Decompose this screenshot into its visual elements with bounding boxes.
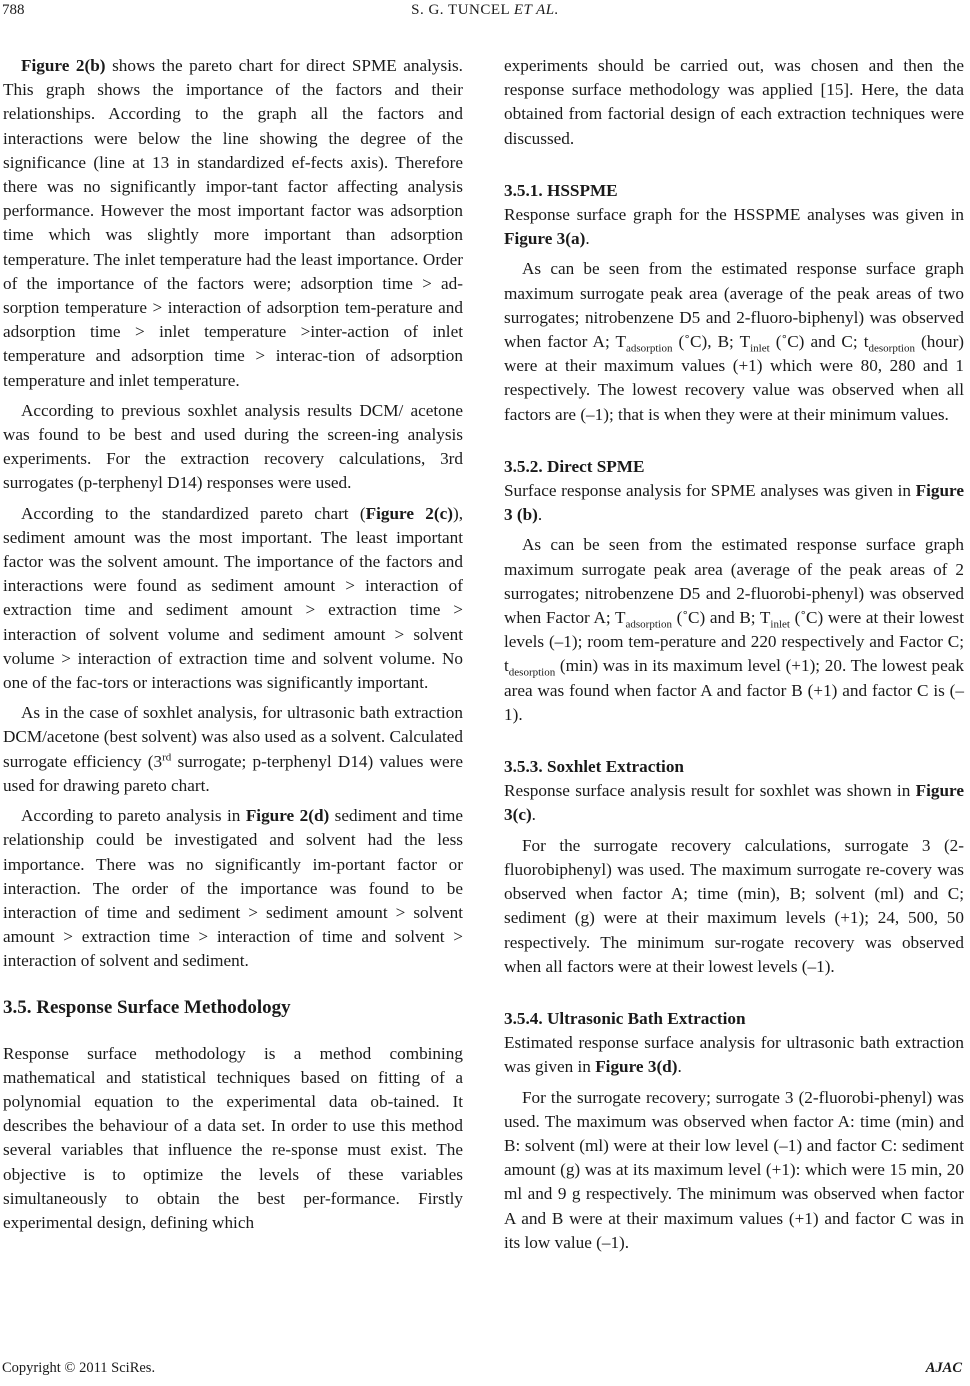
- paragraph: According to previous soxhlet analysis results DCM/ acetone was found to be best and used during the screen-ing analysis experiments. For the extraction recovery calculations, 3rd surrogates (p-terphenyl D14) responses were used.: [3, 400, 463, 493]
- paragraph: As can be seen from the estimated response surface graph maximum surrogate peak area (average of the peak areas of two surrogates; nitrobenzene D5 and 2-fluoro-biphenyl) was observed when factor A; $T_{adsorption}$ (˚C), B; $T_{inlet}$ (˚C) and C; $t_{desorption}$ (hour) were at their maximum values (+1) which were 80, 280 and 1 respectively. The lowest recovery value was observed when all factors are (–1); that is when they were at their minimum values.: [504, 259, 965, 424]
- running-head: [0, 2, 970, 19]
- paragraph: Response surface analysis result for soxhlet was shown in Figure 3(c).: [504, 781, 964, 825]
- figure-ref[interactable]: Figure 3(a): [504, 229, 586, 249]
- subsection-heading-ultrasonic: 3.5.4. Ultrasonic Bath Extraction: [504, 1008, 746, 1028]
- figure-ref[interactable]: Figure 2(d): [245, 806, 330, 826]
- page-footer: [0, 1360, 970, 1384]
- paragraph: According to pareto analysis in Figure 2(d) sediment and time relationship could be investigated and solvent had the less importance. There was no significantly im-portant factor or interaction. The order of the importance was found to be interaction of time and sediment > sediment amount > solvent amount > extraction time > interaction of time and solvent > interaction of solvent and sediment.: [3, 806, 463, 971]
- subsection-heading-soxhlet: 3.5.3. Soxhlet Extraction: [504, 757, 684, 777]
- paragraph: Estimated response surface analysis for ultrasonic bath extraction was given in Figure 3(d).: [504, 1033, 964, 1077]
- paragraph: As can be seen from the estimated response surface graph maximum surrogate peak area (average of the peak areas of 2 surrogates; nitrobenzene D5 and 2-fluorobi-phenyl) was observed when Factor A; $T_{adsorption}$ (˚C) and B; $T_{inlet}$ (˚C) were at their lowest levels (–1); room tem-perature and 220 respectively and Factor C; $t_{desorption}$ (min) was in its maximum level (+1); 20. The lowest peak area was found when factor A and factor B (+1) and factor C is (–1).: [504, 535, 964, 724]
- paragraph: For the surrogate recovery; surrogate 3 (2-fluorobi-phenyl) was used. The maximum was observed when factor A: time (min) and B: solvent (ml) were at their low level (–1) and factor C: sediment amount (g) was at its maximum level (+1): which were 15 min, 20 ml and 9 g respectively. The minimum was observed when factor A and B were at their maximum values (+1) and factor C was in its low value (–1).: [504, 1087, 964, 1252]
- page-header: [0, 0, 970, 40]
- paragraph: For the surrogate recovery calculations, surrogate 3 (2-fluorobiphenyl) was used. The maximum surrogate re-covery was observed when factor A; time (min), B; solvent (ml) and C; sediment (g) were at their maximum levels (+1); 24, 500, 50 respectively. The minimum sur-rogate recovery was observed when all factors were at their lowest levels (–1).: [504, 835, 964, 976]
- paragraph: According to the standardized pareto chart (Figure 2(c)), sediment amount was the most important. The least important factor was the solvent amount. The importance of the factors and interactions were found as sediment amount > interaction of extraction time and sediment amount > extraction time > interaction of solvent volume and sediment amount > solvent volume > interaction of extraction time and solvent volume. No one of the fac-tors or interactions was significantly important.: [3, 503, 464, 693]
- figure-ref[interactable]: Figure 3(d): [595, 1057, 678, 1077]
- left-column: [3, 54, 463, 1235]
- right-column: [504, 54, 964, 1255]
- paragraph: experiments should be carried out, was chosen and then the response surface methodology was applied [15]. Here, the data obtained from factorial design of each extraction techniques were discussed.: [504, 56, 964, 148]
- paragraph: Figure 2(b) shows the pareto chart for direct SPME analysis. This graph shows the importance of the factors and their relationships. According to the graph all the factors and interactions were below the line showing the degree of the significance (line at 13 in standardized ef-fects axis). Therefore there was no significantly impor-tant factor affecting analysis performance. However the most important factor was adsorption time which was slightly more important than adsorption temperature. The inlet temperature had the least importance. Order of the importance of the factors were; adsorption time > ad-sorption temperature > interaction of adsorption tem-perature and adsorption time > inlet temperature >inter-action of inlet temperature and adsorption time > interac-tion of adsorption temperature and inlet temperature.: [3, 56, 463, 390]
- figure-ref[interactable]: Figure 3(c): [504, 781, 964, 825]
- subsection-heading-hsspme: 3.5.1. HSSPME: [504, 180, 618, 200]
- paragraph: Surface response analysis for SPME analyses was given in Figure 3 (b).: [504, 481, 964, 525]
- paragraph: Response surface methodology is a method combining mathematical and statistical techniques based on fitting of a polynomial equation to the experimental data ob-tained. It describes the behaviour of a data set. In order to use this method several variables that influence the re-sponse must exist. The objective is to optimize the levels of these variables simultaneously to obtain the best per-formance. Firstly experimental design, defining which: [3, 1043, 463, 1232]
- copyright-notice: Copyright © 2011 SciRes.: [2, 1360, 156, 1376]
- section-heading: 3.5. Response Surface Methodology: [3, 996, 291, 1018]
- figure-ref[interactable]: Figure 2(c): [365, 503, 453, 523]
- journal-abbrev: AJAC: [925, 1360, 962, 1376]
- subsection-heading-direct-spme: 3.5.2. Direct SPME: [504, 456, 645, 476]
- figure-ref[interactable]: Figure 2(b): [21, 56, 106, 75]
- paragraph: Response surface graph for the HSSPME analyses was given in Figure 3(a).: [504, 205, 964, 249]
- paragraph: As in the case of soxhlet analysis, for ultrasonic bath extraction DCM/acetone (best solvent) was also used as a solvent. Calculated surrogate efficiency (3rd surrogate; p-terphenyl D14) values were used for drawing pareto chart.: [3, 703, 464, 795]
- page-number: 788: [2, 2, 25, 18]
- running-head-author: S. G. TUNCEL: [411, 2, 510, 18]
- figure-ref[interactable]: Figure 3 (b): [504, 481, 964, 525]
- running-head-etal: ET AL.: [513, 2, 559, 18]
